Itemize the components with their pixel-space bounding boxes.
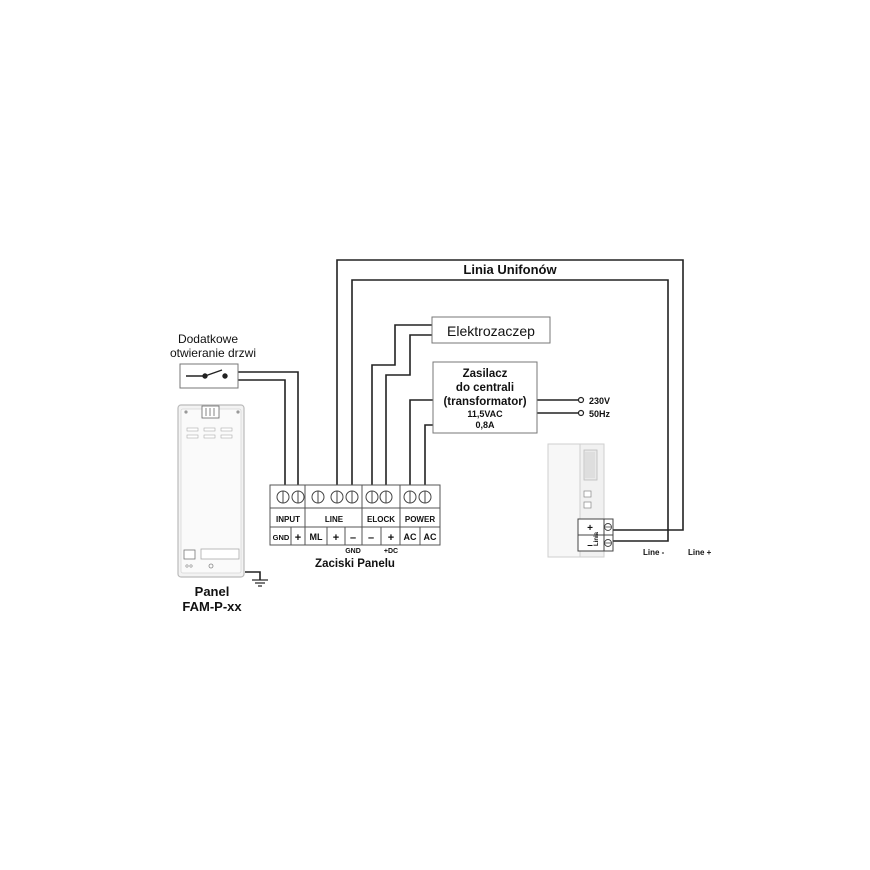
dc-below-label: +DC [383,548,399,555]
intercom-minus: – [587,540,593,551]
line-label: Linia Unifonów [463,262,557,277]
mains-terminal-icon [579,398,584,403]
door-panel [178,405,244,577]
terminal-group-elock: ELOCK [367,515,395,524]
ground-icon [252,580,268,586]
terminal-group-power: POWER [404,515,436,524]
terminal-group-line: LINE [324,515,344,524]
key-icon [184,550,195,559]
panel-model: FAM-P-xx [182,599,242,614]
mains-frequency: 50Hz [589,409,611,419]
terminal-group-input: INPUT [276,515,300,524]
terminal-caption: Zaciski Panelu [315,558,395,570]
extra-open-label-1: Dodatkowe [177,332,239,346]
line-plus-label: Line + [688,548,712,557]
intercom-linia: Linia [594,531,600,546]
wire-ground [245,572,260,580]
terminal-label-ac-2: AC [423,532,437,542]
wire-elock-1 [372,325,432,500]
terminal-label-line-plus: + [332,532,340,544]
intercom-plus: + [587,523,593,534]
mains-voltage: 230V [589,396,611,406]
gnd-below-label: GND [345,548,361,555]
transformer-title: Zasilacz [462,368,508,380]
transformer-type: (transformator) [443,396,527,408]
line-minus-label: Line - [643,548,665,557]
terminal-label-gnd: GND [272,533,290,542]
terminal-label-elock-minus: – [367,532,375,544]
mains-terminal-icon [579,411,584,416]
name-card [201,549,239,559]
transformer-current: 0,8A [475,420,495,430]
panel-title: Panel [194,584,230,599]
terminal-label-elock-plus: + [387,532,395,544]
speaker-icon [202,406,219,418]
terminal-label-ac-1: AC [403,532,417,542]
transformer-subtitle: do centrali [455,382,515,394]
extra-open-label-2: otwieranie drzwi [169,346,257,360]
terminal-label-input-plus: + [294,532,302,544]
transformer-voltage: 11,5VAC [467,409,503,419]
terminal-label-line-minus: – [349,532,357,544]
elock-label: Elektrozaczep [447,323,535,339]
terminal-label-ml: ML [309,532,323,542]
